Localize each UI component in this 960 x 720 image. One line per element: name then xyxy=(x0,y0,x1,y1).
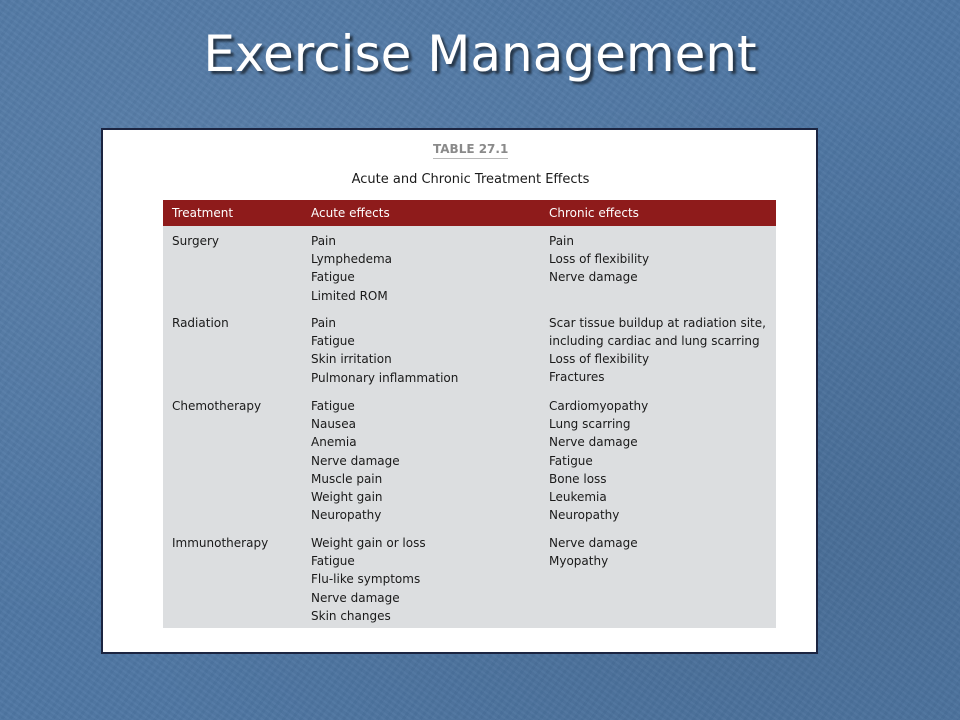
slide-title: Exercise Management xyxy=(203,25,757,83)
chronic-effect: Pain xyxy=(549,234,574,248)
chronic-effect: Nerve damage xyxy=(549,270,638,284)
chronic-effect: Bone loss xyxy=(549,471,607,486)
acute-effect: Weight gain xyxy=(311,489,383,504)
treatment-name: Immunotherapy xyxy=(172,536,269,550)
table-number: TABLE 27.1 xyxy=(433,142,508,159)
chronic-effects-cell xyxy=(549,534,638,570)
chronic-effect: Scar tissue buildup at radiation site, xyxy=(549,316,766,330)
acute-effect: Nausea xyxy=(311,417,356,432)
acute-effect: Fatigue xyxy=(311,334,355,349)
chronic-effects-cell xyxy=(549,232,649,286)
acute-effect: Weight gain or loss xyxy=(311,536,426,550)
chronic-effect: Loss of flexibility xyxy=(549,352,650,366)
treatment-effects-table xyxy=(163,200,776,628)
acute-effect: Nerve damage xyxy=(311,590,400,605)
acute-effect: Skin irritation xyxy=(311,352,392,367)
acute-effect: Fatigue xyxy=(311,554,355,569)
treatment-cell xyxy=(172,534,268,552)
treatment-name: Radiation xyxy=(172,316,229,330)
acute-effect: Muscle pain xyxy=(311,471,383,486)
header-chronic-effects: Chronic effects xyxy=(549,206,639,220)
treatment-cell xyxy=(172,314,229,332)
acute-effect: Pain xyxy=(311,234,336,248)
acute-effects-cell xyxy=(311,314,458,387)
acute-effect: Anemia xyxy=(311,435,357,450)
treatment-name: Surgery xyxy=(172,234,219,248)
header-treatment: Treatment xyxy=(172,206,234,220)
acute-effect: Limited ROM xyxy=(311,288,388,303)
acute-effect: Fatigue xyxy=(311,270,355,285)
chronic-effects-cell xyxy=(549,397,648,524)
chronic-effect: Fractures xyxy=(549,370,605,384)
chronic-effect: Cardiomyopathy xyxy=(549,399,649,413)
chronic-effect: Myopathy xyxy=(549,554,609,568)
chronic-effect: Neuropathy xyxy=(549,508,620,523)
acute-effect: Pain xyxy=(311,316,336,330)
treatment-name: Chemotherapy xyxy=(172,399,262,413)
acute-effect: Flu-like symptoms xyxy=(311,572,421,587)
acute-effect: Nerve damage xyxy=(311,453,400,468)
chronic-effect: Leukemia xyxy=(549,489,607,504)
chronic-effects-cell xyxy=(549,314,766,386)
acute-effect: Skin changes xyxy=(311,608,391,623)
acute-effect: Neuropathy xyxy=(311,508,382,523)
chronic-effect: including cardiac and lung scarring xyxy=(549,334,760,348)
table-caption: Acute and Chronic Treatment Effects xyxy=(351,172,590,187)
acute-effects-cell xyxy=(311,534,426,625)
table-figure xyxy=(101,128,818,654)
acute-effect: Fatigue xyxy=(311,399,355,413)
chronic-effect: Fatigue xyxy=(549,453,593,468)
treatment-cell xyxy=(172,232,219,250)
header-acute-effects: Acute effects xyxy=(311,206,390,220)
chronic-effect: Nerve damage xyxy=(549,536,638,550)
acute-effect: Pulmonary inflammation xyxy=(311,370,459,385)
acute-effect: Lymphedema xyxy=(311,252,393,267)
treatment-cell xyxy=(172,397,261,415)
chronic-effect: Nerve damage xyxy=(549,435,638,450)
acute-effects-cell xyxy=(311,397,400,524)
table-header-row xyxy=(163,200,776,226)
acute-effects-cell xyxy=(311,232,392,305)
chronic-effect: Lung scarring xyxy=(549,417,631,432)
chronic-effect: Loss of flexibility xyxy=(549,252,650,266)
